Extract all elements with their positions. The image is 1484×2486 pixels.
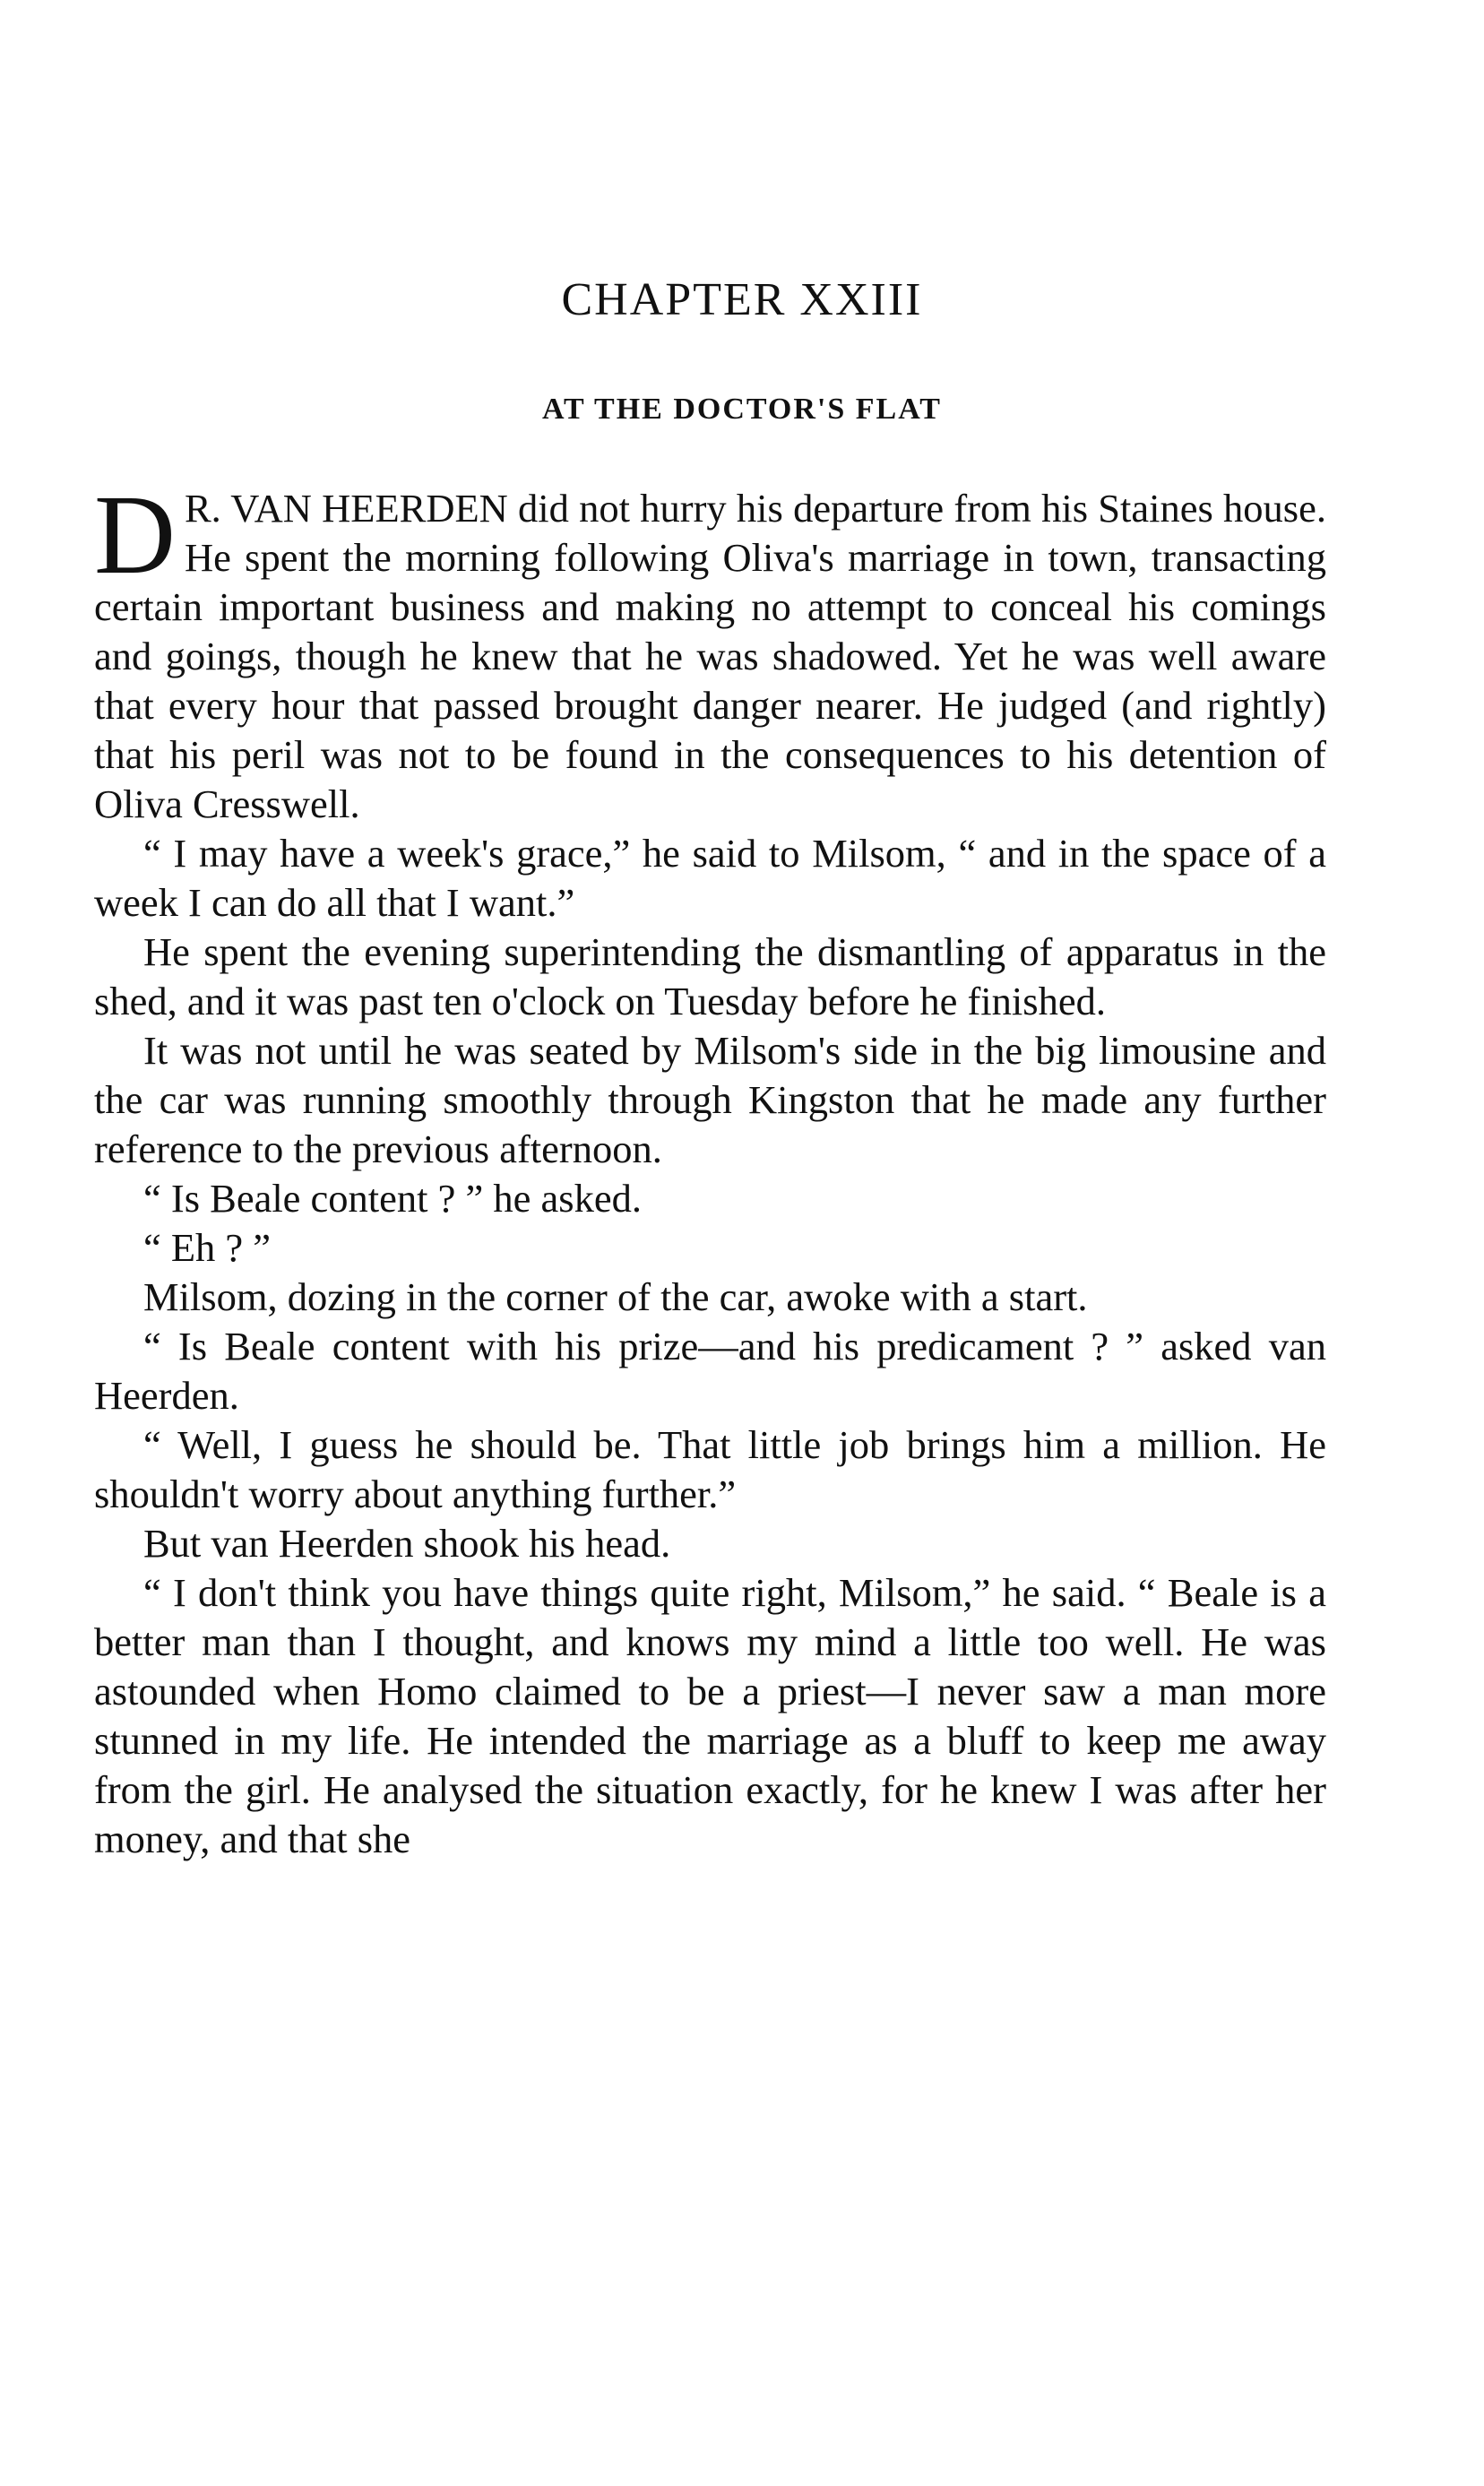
opening-paragraph-text: R. VAN HEERDEN did not hurry his departure from his Staines house. He spent the morning following Oliva's marriage in town, transacting certain important business and making no attempt to conceal his comings and goings, though he knew that he was shadowed. Yet he was well aware that every hour that passed brought danger nearer. He judged (and rightly) that his peril was not to be found in the consequences to his detention of Oliva Cresswell. — [94, 486, 1326, 826]
paragraph: “ I don't think you have things quite right, Milsom,” he said. “ Beale is a better man than I thought, and knows my mind a little too well. He was astounded when Homo claimed to be a priest—I never saw a man more stunned in my life. He intended the marriage as a bluff to keep me away from the girl. He analysed the situation exactly, for he knew I was after her money, and that she — [94, 1570, 1326, 1861]
paragraph: “ Is Beale content with his prize—and his predicament ? ” asked van Heerden. — [94, 1324, 1326, 1418]
drop-cap: D — [94, 473, 176, 598]
paragraph: He spent the evening superintending the dismantling of apparatus in the shed, and it was past ten o'clock on Tuesday before he finished. — [94, 929, 1326, 1023]
paragraph: “ I may have a week's grace,” he said to Milsom, “ and in the space of a week I can do all that I want.” — [94, 831, 1326, 925]
chapter-body — [94, 473, 1326, 1864]
paragraph: “ Is Beale content ? ” he asked. — [143, 1176, 642, 1221]
opening-paragraph — [94, 473, 1326, 829]
chapter-title: CHAPTER XXIII — [561, 274, 923, 325]
paragraph: “ Eh ? ” — [143, 1225, 272, 1270]
paragraph: “ Well, I guess he should be. That little job brings him a million. He shouldn't worry about anything further.” — [94, 1422, 1326, 1516]
paragraph: But van Heerden shook his head. — [143, 1521, 671, 1566]
paragraph: Milsom, dozing in the corner of the car, awoke with a start. — [143, 1274, 1088, 1319]
paragraph: It was not until he was seated by Milsom's side in the big limousine and the car was running smoothly through Kingston that he made any further reference to the previous afternoon. — [94, 1028, 1326, 1171]
chapter-subtitle: AT THE DOCTOR'S FLAT — [542, 393, 942, 426]
